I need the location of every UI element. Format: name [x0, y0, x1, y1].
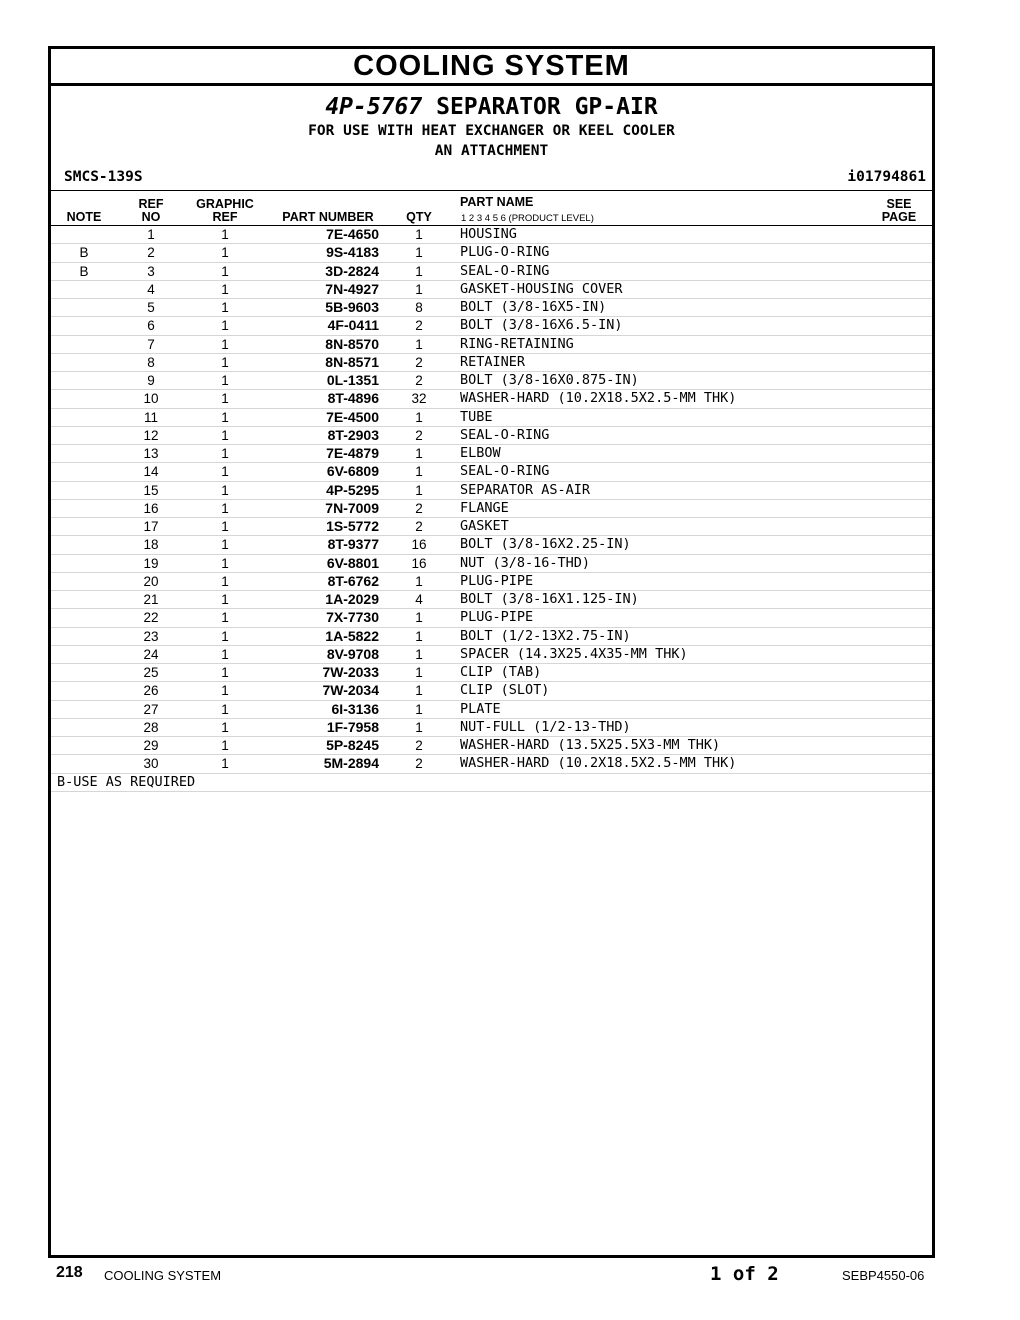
row-part-name: TUBE [460, 408, 493, 425]
row-part-number: 5M-2894 [323, 755, 379, 772]
row-ref-no: 19 [143, 555, 159, 571]
section-title: COOLING SYSTEM [51, 49, 932, 86]
row-ref-no: 15 [143, 482, 159, 498]
row-part-name: ELBOW [460, 445, 501, 461]
row-part-number: 6I-3136 [331, 700, 379, 717]
row-graphic-ref: 1 [221, 628, 229, 644]
table-row [51, 482, 932, 500]
column-header-see-bottom: PAGE [881, 210, 917, 224]
column-header-product-level: 1 2 3 4 5 6 (PRODUCT LEVEL) [461, 213, 594, 224]
parts-table-body [51, 226, 932, 792]
row-ref-no: 10 [143, 391, 159, 407]
row-part-number: 7X-7730 [326, 609, 379, 626]
row-ref-no: 11 [143, 409, 158, 425]
row-ref-no: 23 [143, 628, 159, 644]
row-qty: 1 [415, 701, 423, 717]
row-qty: 1 [415, 281, 423, 297]
row-graphic-ref: 1 [221, 281, 229, 297]
row-part-name: PLATE [460, 700, 501, 717]
row-ref-no: 16 [143, 500, 159, 516]
row-part-name: GASKET [460, 518, 509, 534]
row-part-name: CLIP (SLOT) [460, 682, 550, 699]
row-ref-no: 9 [147, 373, 155, 388]
row-ref-no: 8 [147, 354, 155, 370]
row-part-number: 4F-0411 [327, 317, 379, 334]
row-graphic-ref: 1 [221, 263, 229, 279]
row-part-name: RETAINER [460, 353, 526, 370]
row-part-number: 3D-2824 [325, 262, 379, 279]
row-part-name: CLIP (TAB) [460, 664, 542, 680]
row-part-name: SPACER (14.3X25.4X35-MM THK) [460, 645, 688, 662]
row-graphic-ref: 1 [221, 555, 229, 571]
table-row [51, 719, 932, 737]
table-row [51, 500, 932, 518]
row-part-number: 7N-7009 [325, 499, 379, 516]
table-row [51, 336, 932, 354]
table-row [51, 409, 932, 427]
row-part-name: RING-RETAINING [460, 335, 574, 352]
table-row [51, 354, 932, 372]
row-graphic-ref: 1 [221, 482, 229, 498]
row-part-name: GASKET-HOUSING COVER [460, 280, 623, 297]
table-row [51, 317, 932, 335]
row-part-number: 8N-8571 [325, 353, 379, 370]
row-ref-no: 24 [143, 646, 159, 662]
column-header-part-number: PART NUMBER [282, 210, 374, 224]
row-ref-no: 17 [143, 519, 159, 534]
table-row [51, 427, 932, 445]
row-part-number: 8T-2903 [327, 426, 379, 443]
row-ref-no: 28 [143, 719, 159, 735]
column-header-graphic-top: GRAPHIC [196, 197, 254, 211]
table-row [51, 281, 932, 299]
table-row [51, 664, 932, 682]
column-header-graphic-bottom: REF [212, 210, 238, 224]
row-part-number: 6V-8801 [326, 554, 379, 571]
table-row [51, 682, 932, 700]
row-part-name: HOUSING [460, 226, 517, 242]
row-part-number: 8N-8570 [325, 335, 379, 352]
row-qty: 2 [415, 427, 423, 443]
row-graphic-ref: 1 [221, 701, 229, 717]
row-part-number: 7N-4927 [325, 280, 379, 297]
group-title [51, 93, 932, 121]
table-row [51, 701, 932, 719]
row-ref-no: 14 [143, 464, 159, 480]
row-ref-no: 20 [143, 573, 159, 589]
row-ref-no: 1 [147, 227, 155, 242]
illustration-id: i01794861 [847, 169, 926, 185]
parts-page-frame [48, 46, 935, 1258]
row-part-number: 7E-4879 [326, 445, 379, 461]
footnote: B-USE AS REQUIRED [57, 773, 196, 790]
row-part-name: WASHER-HARD (13.5X25.5X3-MM THK) [460, 737, 721, 753]
row-part-name: WASHER-HARD (10.2X18.5X2.5-MM THK) [460, 390, 737, 407]
row-part-number: 5P-8245 [326, 737, 379, 753]
row-qty: 2 [415, 738, 423, 753]
row-part-number: 7W-2033 [322, 664, 379, 680]
row-qty: 1 [415, 665, 423, 680]
table-row [51, 263, 932, 281]
row-qty: 1 [415, 573, 423, 589]
table-row [51, 299, 932, 317]
row-part-number: 8T-6762 [327, 572, 379, 589]
row-ref-no: 22 [143, 610, 159, 626]
row-qty: 1 [415, 227, 423, 242]
row-part-name: BOLT (3/8-16X0.875-IN) [460, 372, 639, 388]
row-note: B [79, 263, 89, 279]
header-top-rule [51, 190, 932, 191]
row-qty: 16 [411, 555, 427, 571]
row-ref-no: 2 [147, 245, 155, 261]
group-description-line-1: FOR USE WITH HEAT EXCHANGER OR KEEL COOLER [308, 123, 675, 139]
table-row [51, 372, 932, 390]
row-part-number: 1S-5772 [326, 518, 379, 534]
row-qty: 2 [415, 500, 423, 516]
row-ref-no: 26 [143, 683, 159, 699]
row-part-number: 4P-5295 [326, 481, 379, 498]
row-ref-no: 25 [143, 665, 159, 680]
row-graphic-ref: 1 [221, 683, 229, 699]
row-ref-no: 27 [143, 701, 159, 717]
row-graphic-ref: 1 [221, 336, 229, 352]
row-graphic-ref: 1 [221, 373, 229, 388]
row-part-number: 8T-4896 [327, 390, 379, 407]
smcs-code: SMCS-139S [64, 169, 143, 185]
row-graphic-ref: 1 [221, 500, 229, 516]
row-graphic-ref: 1 [221, 646, 229, 662]
row-graphic-ref: 1 [221, 409, 229, 425]
row-part-number: 7E-4650 [326, 226, 379, 242]
row-part-name: BOLT (3/8-16X1.125-IN) [460, 591, 639, 607]
row-note: B [79, 245, 89, 261]
column-header-ref-bottom: NO [141, 210, 161, 224]
row-part-number: 6V-6809 [326, 463, 379, 480]
row-graphic-ref: 1 [221, 719, 229, 735]
group-description-line-2: AN ATTACHMENT [434, 143, 549, 159]
row-ref-no: 5 [147, 300, 155, 315]
row-qty: 2 [415, 756, 423, 772]
column-header-ref-top: REF [138, 197, 164, 211]
table-row [51, 555, 932, 573]
row-part-name: NUT-FULL (1/2-13-THD) [460, 718, 631, 735]
row-qty: 1 [415, 610, 423, 626]
table-row [51, 226, 932, 244]
table-row [51, 755, 932, 773]
row-part-name: PLUG-O-RING [460, 244, 550, 261]
row-part-name: SEPARATOR AS-AIR [460, 481, 591, 498]
row-ref-no: 18 [143, 537, 159, 553]
row-qty: 2 [415, 373, 423, 388]
row-graphic-ref: 1 [221, 391, 229, 407]
row-qty: 1 [415, 719, 423, 735]
column-header-part-name: PART NAME [460, 195, 534, 209]
footnote-row [51, 774, 932, 792]
row-part-name: SEAL-O-RING [460, 262, 550, 279]
row-part-name: NUT (3/8-16-THD) [460, 554, 591, 571]
row-qty: 2 [415, 519, 423, 534]
table-row [51, 244, 932, 262]
group-part-number: 4P-5767 [325, 94, 423, 120]
row-part-number: 1A-2029 [325, 591, 379, 607]
column-header-see-top: SEE [886, 197, 912, 211]
row-qty: 1 [415, 646, 423, 662]
row-ref-no: 4 [147, 281, 155, 297]
column-header-qty: QTY [406, 210, 432, 224]
row-ref-no: 13 [143, 446, 159, 461]
row-graphic-ref: 1 [221, 519, 229, 534]
row-part-name: SEAL-O-RING [460, 463, 550, 480]
row-qty: 1 [415, 683, 423, 699]
row-part-number: 8V-9708 [326, 645, 379, 662]
row-part-number: 0L-1351 [326, 372, 379, 388]
row-qty: 2 [415, 354, 423, 370]
table-row [51, 573, 932, 591]
row-qty: 32 [411, 391, 427, 407]
row-qty: 8 [415, 300, 423, 315]
row-graphic-ref: 1 [221, 665, 229, 680]
row-ref-no: 21 [143, 592, 159, 607]
publication-number: SEBP4550-06 [842, 1268, 925, 1283]
table-row [51, 591, 932, 609]
column-header-note: NOTE [66, 210, 102, 224]
row-part-name: BOLT (3/8-16X5-IN) [460, 299, 607, 315]
row-graphic-ref: 1 [221, 756, 229, 772]
row-qty: 1 [415, 409, 423, 425]
row-graphic-ref: 1 [221, 592, 229, 607]
row-qty: 4 [415, 592, 423, 607]
row-ref-no: 3 [147, 263, 155, 279]
row-part-name: SEAL-O-RING [460, 426, 550, 443]
row-ref-no: 30 [143, 756, 159, 772]
row-part-number: 1F-7958 [326, 718, 379, 735]
row-part-name: FLANGE [460, 499, 509, 516]
table-row [51, 536, 932, 554]
row-graphic-ref: 1 [221, 738, 229, 753]
row-part-name: BOLT (3/8-16X6.5-IN) [460, 317, 623, 334]
row-qty: 1 [415, 336, 423, 352]
row-qty: 1 [415, 446, 423, 461]
row-part-name: WASHER-HARD (10.2X18.5X2.5-MM THK) [460, 755, 737, 772]
row-graphic-ref: 1 [221, 318, 229, 334]
row-qty: 1 [415, 482, 423, 498]
row-part-number: 7E-4500 [326, 408, 379, 425]
row-graphic-ref: 1 [221, 227, 229, 242]
row-graphic-ref: 1 [221, 573, 229, 589]
row-part-name: PLUG-PIPE [460, 572, 534, 589]
row-qty: 1 [415, 464, 423, 480]
row-ref-no: 12 [143, 427, 159, 443]
table-row [51, 737, 932, 755]
table-row [51, 518, 932, 536]
table-row [51, 646, 932, 664]
row-graphic-ref: 1 [221, 610, 229, 626]
row-part-name: PLUG-PIPE [460, 609, 534, 626]
group-name: SEPARATOR GP-AIR [436, 94, 658, 120]
sheet-indicator: 1 of 2 [710, 1263, 779, 1285]
footer-section-name: COOLING SYSTEM [104, 1268, 222, 1283]
table-row [51, 445, 932, 463]
row-graphic-ref: 1 [221, 300, 229, 315]
row-graphic-ref: 1 [221, 537, 229, 553]
row-graphic-ref: 1 [221, 446, 229, 461]
row-part-name: BOLT (3/8-16X2.25-IN) [460, 536, 631, 553]
row-part-number: 8T-9377 [327, 536, 379, 553]
row-graphic-ref: 1 [221, 464, 229, 480]
table-row [51, 628, 932, 646]
row-part-number: 5B-9603 [325, 299, 379, 315]
row-graphic-ref: 1 [221, 354, 229, 370]
row-qty: 2 [415, 318, 423, 334]
table-row [51, 463, 932, 481]
row-qty: 1 [415, 628, 423, 644]
row-part-name: BOLT (1/2-13X2.75-IN) [460, 627, 631, 644]
row-qty: 1 [415, 245, 423, 261]
row-qty: 16 [411, 537, 427, 553]
row-part-number: 1A-5822 [325, 627, 379, 644]
row-ref-no: 29 [143, 738, 159, 753]
row-ref-no: 7 [147, 336, 155, 352]
table-row [51, 390, 932, 408]
row-part-number: 7W-2034 [322, 682, 379, 699]
row-graphic-ref: 1 [221, 245, 229, 261]
row-graphic-ref: 1 [221, 427, 229, 443]
page-number: 218 [56, 1264, 83, 1281]
row-ref-no: 6 [147, 318, 155, 334]
row-qty: 1 [415, 263, 423, 279]
table-row [51, 609, 932, 627]
row-part-number: 9S-4183 [326, 244, 379, 261]
